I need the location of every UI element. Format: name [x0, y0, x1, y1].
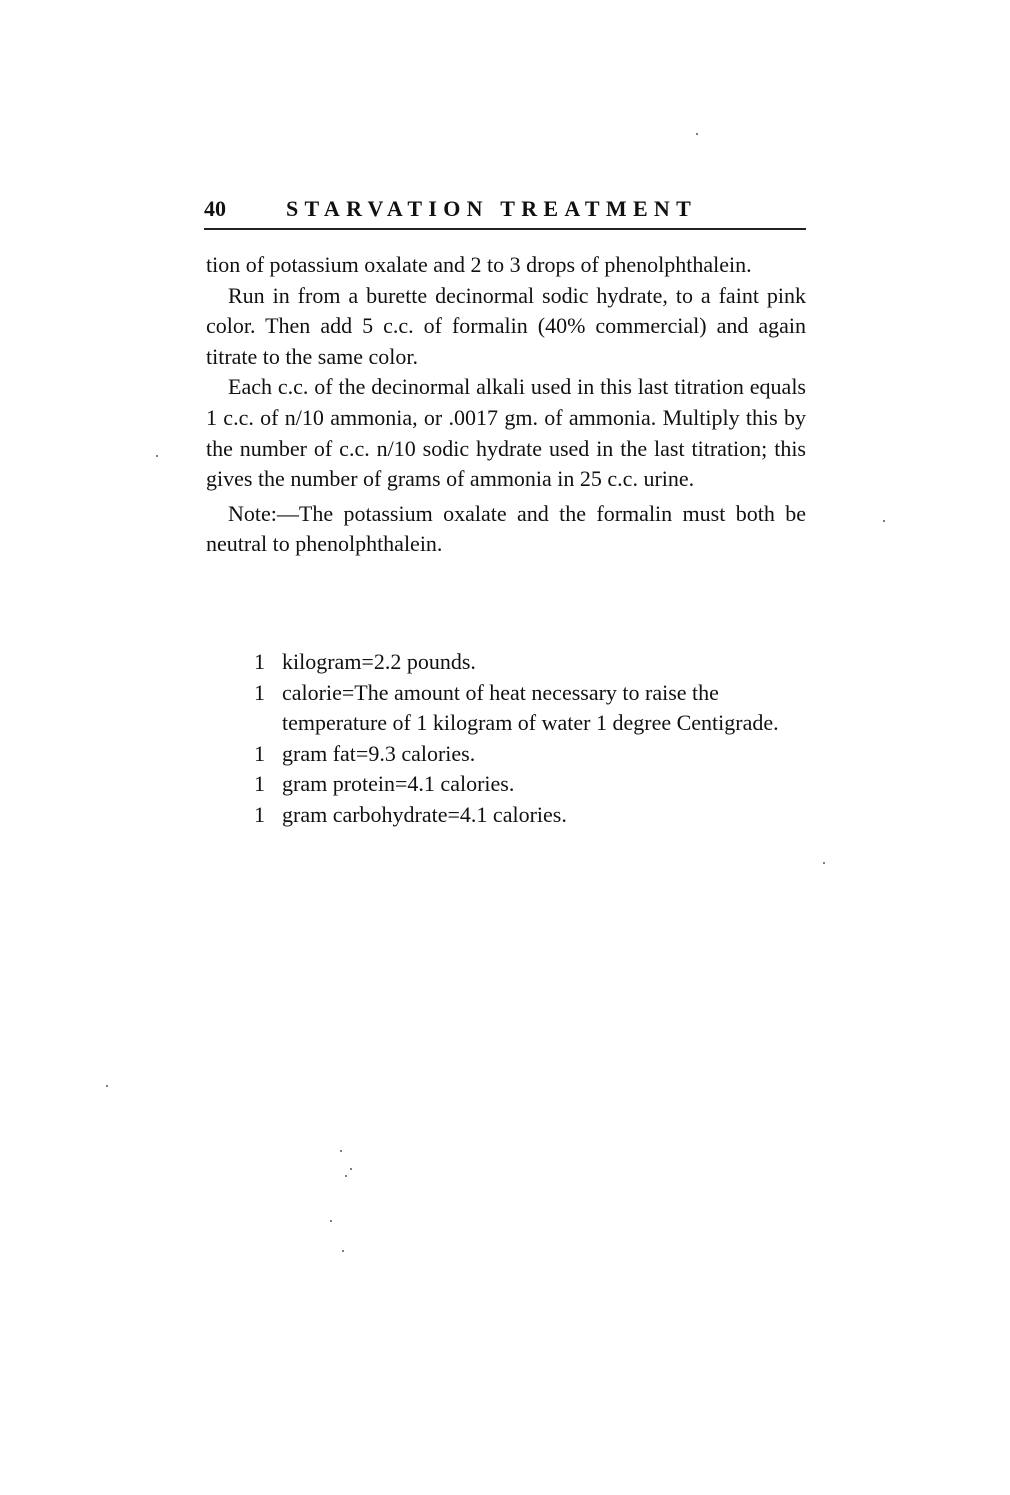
scan-speck [106, 1085, 108, 1087]
scan-speck [883, 520, 885, 522]
scan-speck [823, 862, 825, 864]
page-header [204, 194, 806, 230]
definition-number: 1 [254, 649, 265, 674]
definition-text: gram protein=4.1 calories. [282, 771, 515, 797]
scan-speck [330, 1220, 332, 1222]
body-text [206, 250, 806, 560]
definition-number: 1 [254, 801, 265, 827]
scan-speck [342, 1250, 344, 1252]
definition-text: gram carbohydrate=4.1 calories. [282, 801, 567, 827]
definition-number: 1 [254, 771, 265, 797]
definitions-list [254, 647, 810, 831]
definition-text: calorie=The amount of heat necessary to raise the temperature of 1 kilogram of water 1 degree Centigrade. [282, 679, 779, 736]
definition-number: 1 [254, 679, 265, 705]
page-number: 40 [204, 196, 226, 221]
scan-speck [340, 1150, 342, 1152]
paragraph-note: Note:—The potassium oxalate and the formalin must both be neutral to phenolphthalein. [206, 500, 806, 557]
definition-item [254, 769, 810, 800]
definition-item [254, 678, 810, 739]
definition-text: kilogram=2.2 pounds. [282, 649, 476, 674]
scan-speck [345, 1175, 347, 1177]
paragraph-continuation: tion of potassium oxalate and 2 to 3 drops of phenolphthalein. [206, 252, 752, 277]
scan-speck [350, 1168, 352, 1170]
definition-item [254, 647, 810, 678]
definition-text: gram fat=9.3 calories. [282, 740, 476, 766]
paragraph-alkali: Each c.c. of the decinormal alkali used in this last titration equals 1 c.c. of n/10 ammonia, or .0017 gm. of ammonia. Multiply this by the number of c.c. n/10 sodic hydrate used in the last titration; this gives the number of grams of ammonia in 25 c.c. urine. [206, 374, 806, 492]
definition-item [254, 800, 810, 831]
scan-speck [156, 455, 158, 457]
definition-number: 1 [254, 740, 265, 766]
paragraph-burette: Run in from a burette decinormal sodic hydrate, to a faint pink color. Then add 5 c.c. of formalin (40% commercial) and again titrate to the same color. [206, 282, 806, 369]
definition-item [254, 739, 810, 770]
running-title: STARVATION TREATMENT [286, 196, 698, 221]
scan-speck [696, 133, 698, 135]
